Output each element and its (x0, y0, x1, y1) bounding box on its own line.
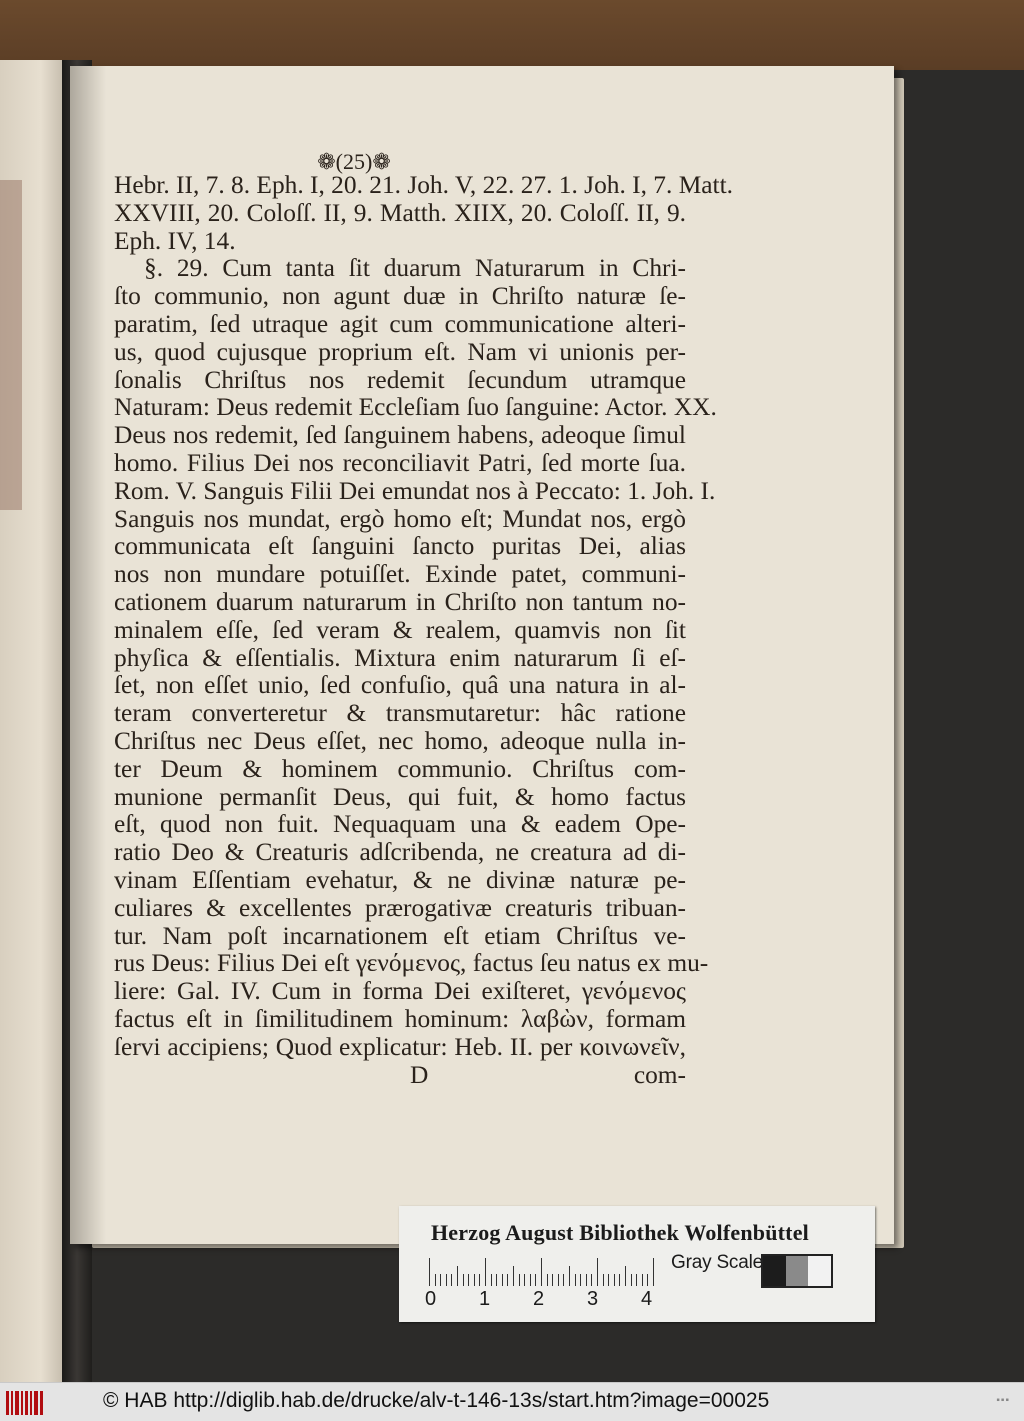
signature-mark: D (410, 1060, 429, 1089)
ruler-tick (603, 1274, 604, 1286)
text-line: ſonalis Chriſtus nos redemit ſecundum utramque (114, 365, 686, 394)
scale-number: 2 (533, 1288, 545, 1310)
gray-scale-swatches (761, 1254, 833, 1288)
text-line: us, quod cujusque proprium eſt. Nam vi unionis per- (114, 337, 686, 366)
text-line: Chriſtus nec Deus eſſet, nec homo, adeoque nulla in- (114, 726, 686, 755)
ruler-tick (608, 1274, 609, 1286)
text-line: ſervi accipiens; Quod explicatur: Heb. II. per κοινωνεῖν, (114, 1032, 686, 1061)
ruler-tick (569, 1266, 570, 1286)
text-line: teram converteretur & transmutaretur: hâc ratione (114, 699, 686, 728)
library-label (399, 1206, 875, 1322)
ruler-tick (597, 1258, 598, 1286)
ruler-tick (614, 1274, 615, 1286)
scale-ruler (429, 1258, 661, 1286)
ruler-tick (575, 1274, 576, 1286)
viewer-footer (0, 1382, 1024, 1421)
ruler-tick (547, 1274, 548, 1286)
ruler-tick (496, 1274, 497, 1286)
text-line: communicata eſt ſanguini ſancto puritas Dei, alias (114, 532, 686, 561)
ruler-tick (435, 1274, 436, 1286)
text-line: Hebr. II, 7. 8. Eph. I, 20. 21. Joh. V, 22. 27. 1. Joh. I, 7. Matt. (114, 171, 733, 199)
ruler-tick (513, 1266, 514, 1286)
menu-dots-icon[interactable]: ▪▪▪ (996, 1395, 1010, 1406)
ruler-tick (429, 1258, 430, 1286)
text-line: homo. Filius Dei nos reconciliavit Patri, ſed morte ſua. (114, 448, 686, 477)
gray-swatch (763, 1256, 786, 1286)
scale-numbers (425, 1288, 665, 1314)
ruler-tick (580, 1274, 581, 1286)
ruler-tick (463, 1274, 464, 1286)
text-line: nos non mundare potuiſſet. Exinde patet, communi- (114, 560, 686, 589)
text-line: eſt, quod non fuit. Nequaquam una & eadem Ope- (114, 810, 686, 839)
ruler-tick (530, 1274, 531, 1286)
text-line: ſto communio, non agunt duæ in Chriſto naturæ ſe- (114, 282, 686, 311)
text-line: ratio Deo & Creaturis adſcribenda, ne creatura ad di- (114, 838, 686, 867)
hab-logo-icon[interactable] (6, 1391, 46, 1415)
page-header: ❁(25)❁ (317, 149, 391, 174)
copyright-link[interactable]: © HAB http://diglib.hab.de/drucke/alv-t-146-13s/start.htm?image=00025 (103, 1389, 770, 1412)
ruler-tick (563, 1274, 564, 1286)
ruler-tick (541, 1258, 542, 1286)
ruler-tick (535, 1274, 536, 1286)
ruler-tick (519, 1274, 520, 1286)
scale-number: 3 (587, 1288, 599, 1310)
text-line: Rom. V. Sanguis Filii Dei emundat nos à Peccato: 1. Joh. I. (114, 476, 716, 505)
ruler-tick (451, 1274, 452, 1286)
text-line: munione permanſit Deus, qui fuit, & homo factus (114, 782, 686, 811)
text-line: paratim, ſed utraque agit cum communicatione alteri- (114, 309, 686, 338)
ruler-tick (558, 1274, 559, 1286)
scale-number: 4 (641, 1288, 653, 1310)
scale-number: 0 (425, 1288, 437, 1310)
text-line: Deus nos redemit, ſed ſanguinem habens, adeoque ſimul (114, 421, 686, 450)
ruler-tick (625, 1266, 626, 1286)
ruler-tick (619, 1274, 620, 1286)
ruler-tick (479, 1274, 480, 1286)
ruler-tick (524, 1274, 525, 1286)
text-line: liere: Gal. IV. Cum in forma Dei exiſteret, γενόμενος (114, 977, 686, 1006)
page-text (114, 149, 733, 1090)
text-line: Sanguis nos mundat, ergò homo eſt; Mundat nos, ergò (114, 504, 686, 533)
ruler-tick (446, 1274, 447, 1286)
text-line: Naturam: Deus redemit Eccleſiam ſuo ſanguine: Actor. XX. (114, 393, 717, 422)
text-line: culiares & excellentes prærogativæ creaturis tribuan- (114, 893, 686, 922)
catchword: com- (633, 1060, 686, 1089)
text-line: §. 29. Cum tanta ſit duarum Naturarum in Chri- (144, 254, 686, 283)
text-line: tur. Nam poſt incarnationem eſt etiam Chriſtus ve- (114, 921, 686, 950)
ruler-tick (631, 1274, 632, 1286)
ruler-tick (468, 1274, 469, 1286)
ruler-tick (457, 1266, 458, 1286)
ruler-tick (552, 1274, 553, 1286)
ruler-tick (507, 1274, 508, 1286)
ruler-tick (636, 1274, 637, 1286)
text-lines (114, 171, 733, 1062)
library-name: Herzog August Bibliothek Wolfenbüttel (431, 1220, 809, 1245)
text-line: ter Deum & hominem communio. Chriſtus com- (114, 754, 686, 783)
text-line: XXVIII, 20. Coloſſ. II, 9. Matth. XIIX, 20. Coloſſ. II, 9. (114, 198, 686, 227)
ruler-tick (485, 1258, 486, 1286)
text-line: Eph. IV, 14. (114, 226, 236, 255)
ruler-tick (653, 1258, 654, 1286)
gray-swatch (808, 1256, 831, 1286)
ruler-tick (591, 1274, 592, 1286)
text-line: cationem duarum naturarum in Chriſto non tantum no- (114, 587, 686, 616)
gray-scale-label: Gray Scale (671, 1252, 763, 1273)
wood-surface (0, 0, 1024, 70)
facing-page-edge (0, 60, 68, 1382)
ruler-tick (440, 1274, 441, 1286)
text-line: ſet, non eſſet unio, ſed confuſio, quâ una natura in al- (114, 671, 686, 700)
page-footer-line (114, 1062, 686, 1090)
text-line: factus eſt in ſimilitudinem hominum: λαβὼν, formam (114, 1004, 686, 1033)
scale-number: 1 (479, 1288, 491, 1310)
ruler-tick (586, 1274, 587, 1286)
text-line: vinam Eſſentiam evehatur, & ne divinæ naturæ pe- (114, 865, 686, 894)
ruler-tick (642, 1274, 643, 1286)
text-line: phyſica & eſſentialis. Mixtura enim naturarum ſi eſ- (114, 643, 686, 672)
text-line: minalem eſſe, ſed veram & realem, quamvis non ſit (114, 615, 686, 644)
ruler-tick (491, 1274, 492, 1286)
gray-swatch (786, 1256, 809, 1286)
ruler-tick (502, 1274, 503, 1286)
text-line: rus Deus: Filius Dei eſt γενόμενος, factus ſeu natus ex mu- (114, 949, 709, 978)
ruler-tick (474, 1274, 475, 1286)
ruler-tick (647, 1274, 648, 1286)
